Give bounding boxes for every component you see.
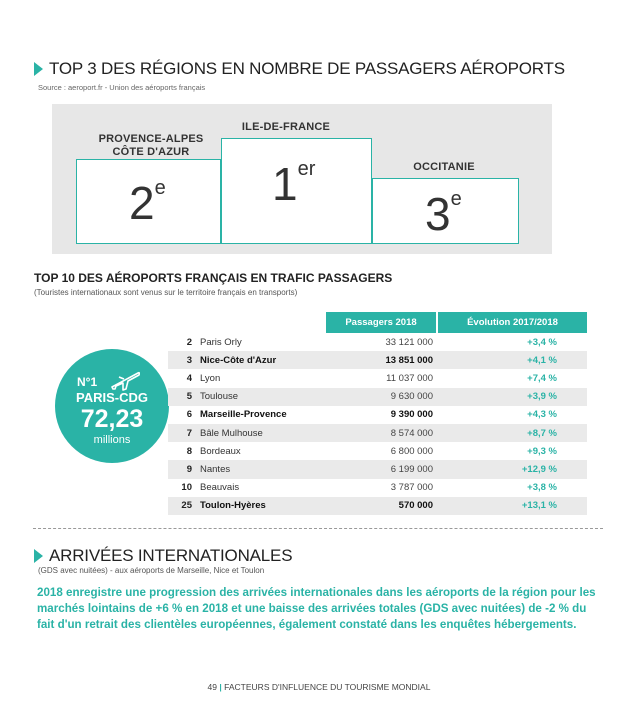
section-title-top3 [34,59,565,79]
table-row [168,424,587,442]
passengers-cell: 6 199 000 [326,460,437,478]
podium-first [221,138,372,244]
table-row [168,497,587,515]
section-title-arrivals [34,546,292,566]
podium-label-occitanie: OCCITANIE [413,161,475,173]
evolution-cell: +7,4 % [527,372,557,384]
section-divider [33,528,603,529]
rank-cell: 6 [186,409,192,421]
airplane-icon [110,367,140,391]
table-row [168,388,587,406]
table-row [168,479,587,497]
podium-rank-1: 1er [272,158,316,210]
podium-label-paca: PROVENCE-ALPES CÔTE D'AZUR [98,133,204,158]
table-row [168,460,587,478]
badge-city: PARIS-CDG [76,390,148,405]
rank-cell: 8 [186,445,192,457]
evolution-cell: +9,3 % [527,445,557,457]
podium-second [76,159,221,244]
passengers-cell: 570 000 [326,497,437,515]
header-passengers: Passagers 2018 [326,312,437,333]
airports-table [168,312,587,515]
table-row [168,406,587,424]
airport-name-cell: Paris Orly [200,336,242,348]
footer-text: FACTEURS D'INFLUENCE DU TOURISME MONDIAL [224,682,431,692]
rank-cell: 2 [186,336,192,348]
evolution-cell: +3,9 % [437,388,587,406]
rank-cell: 3 [168,351,196,369]
top3-title-text: TOP 3 DES RÉGIONS EN NOMBRE DE PASSAGERS AÉROPORTS [49,59,565,78]
triangle-bullet-icon [34,62,43,76]
airport-name-cell: Bâle Mulhouse [196,424,326,442]
footer-separator: | [219,682,222,692]
passengers-cell: 3 787 000 [390,482,433,494]
airport-name-cell: Toulon-Hyères [196,497,326,515]
podium-label-idf: ILE-DE-FRANCE [241,121,331,133]
arrivals-subtitle: (GDS avec nuitées) - aux aéroports de Marseille, Nice et Toulon [38,566,265,575]
top3-source: Source : aeroport.fr - Union des aéroports français [38,83,206,92]
table-row [168,351,587,369]
podium-rank-2: 2e [129,177,166,229]
passengers-cell: 11 037 000 [386,372,433,384]
airport-name-cell: Nice-Côte d'Azur [196,351,326,369]
airport-name-cell: Bordeaux [200,445,241,457]
arrivals-paragraph: 2018 enregistre une progression des arrivées internationales dans les aéroports de la région pour les marchés lointains de +6 % en 2018 et une baisse des arrivées totales (GDS avec nuitées) de -2 % du fait d'un retrait des clientèles européennes, également constaté dans les enquêtes hébergements. [37,586,596,631]
arrivals-title-text: ARRIVÉES INTERNATIONALES [49,546,293,565]
airport-name-cell: Marseille-Provence [200,409,287,421]
passengers-cell: 9 630 000 [326,388,437,406]
badge-value: 72,23 [80,405,144,433]
evolution-cell: +12,9 % [437,460,587,478]
rank-cell: 5 [168,388,196,406]
table-header-row [168,312,587,333]
cdg-badge [55,349,169,463]
rank-cell: 9 [168,460,196,478]
podium-third [372,178,519,244]
rank-cell: 7 [168,424,196,442]
top10-subtitle: (Touristes internationaux sont venus sur le territoire français en transports) [34,288,298,297]
passengers-cell: 13 851 000 [326,351,437,369]
airport-name-cell: Lyon [200,372,221,384]
evolution-cell: +4,1 % [437,351,587,369]
table-row [168,442,587,460]
page-footer [0,682,638,692]
airport-name-cell: Beauvais [200,482,240,494]
top10-title: TOP 10 DES AÉROPORTS FRANÇAIS EN TRAFIC PASSAGERS [34,271,393,285]
rank-cell: 10 [181,482,192,494]
header-evolution: Évolution 2017/2018 [437,312,587,333]
badge-rank: N°1 [77,375,98,389]
rank-cell: 4 [186,372,192,384]
evolution-cell: +3,4 % [527,336,557,348]
podium-rank-3: 3e [425,188,462,240]
triangle-bullet-icon [34,549,43,563]
evolution-cell: +8,7 % [437,424,587,442]
passengers-cell: 9 390 000 [390,409,433,421]
airport-name-cell: Nantes [196,460,326,478]
airport-name-cell: Toulouse [196,388,326,406]
rank-cell: 25 [168,497,196,515]
evolution-cell: +13,1 % [437,497,587,515]
passengers-cell: 6 800 000 [390,445,433,457]
badge-unit: millions [93,434,131,446]
table-row [168,369,587,387]
passengers-cell: 33 121 000 [385,336,433,348]
passengers-cell: 8 574 000 [326,424,437,442]
evolution-cell: +3,8 % [527,482,557,494]
page-number: 49 [207,682,218,692]
table-row [168,333,587,351]
evolution-cell: +4,3 % [527,409,557,421]
